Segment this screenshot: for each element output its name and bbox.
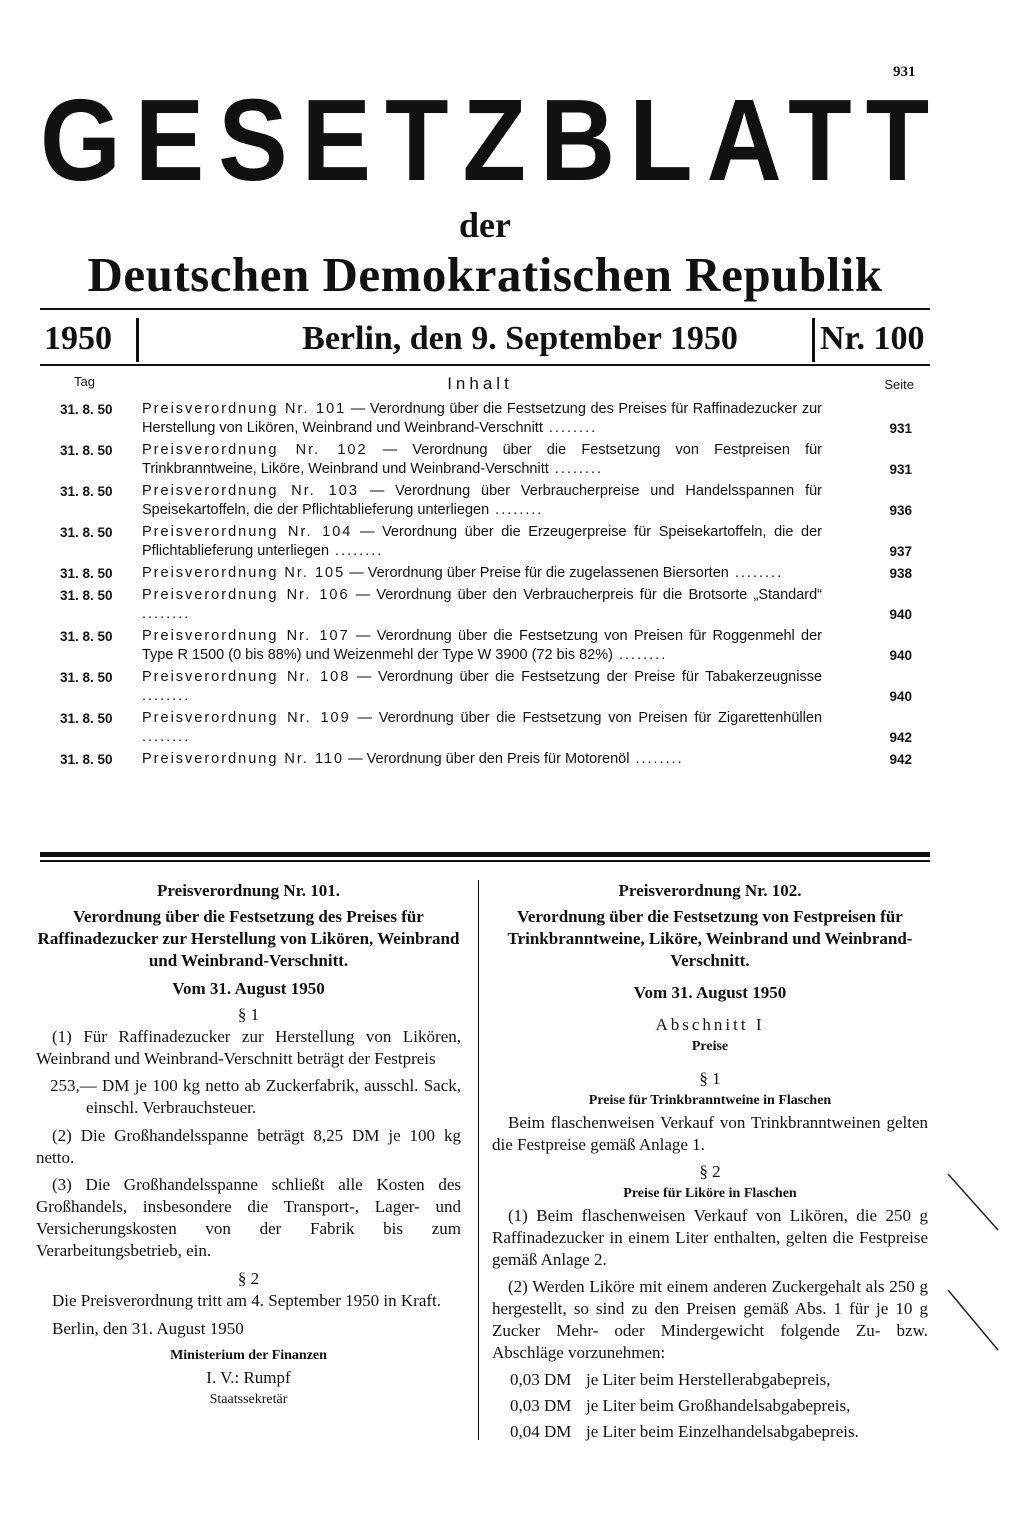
toc-entry-date: 31. 8. 50 xyxy=(60,443,113,458)
toc-entry-text xyxy=(142,750,822,769)
toc-rule xyxy=(40,860,930,862)
toc-leader-dots: ........ xyxy=(142,688,191,704)
header-rule-bottom xyxy=(40,364,930,366)
toc-entry xyxy=(40,668,920,706)
issue-divider xyxy=(136,318,139,362)
paragraph-title: Preise für Liköre in Flaschen xyxy=(623,1186,797,1201)
header-rule-top xyxy=(40,308,930,310)
toc-entry-page: 940 xyxy=(889,607,912,622)
price-line: 253,— DM je 100 kg netto ab Zuckerfabrik, ausschl. Sack, einschl. Verbrauchsteuer. xyxy=(50,1076,461,1117)
paragraph: (1) Beim flaschenweisen Verkauf von Likören, die 250 g Raffinadezucker in einem Liter enthalten, gelten die Festpreise gemäß Anlage 2. xyxy=(492,1206,928,1269)
paragraph: (1) Für Raffinadezucker zur Herstellung von Likören, Weinbrand und Weinbrand-Verschnitt beträgt der Festpreis xyxy=(36,1027,461,1068)
table-of-contents xyxy=(40,400,920,772)
ordinance-date: Vom 31. August 1950 xyxy=(633,983,787,1002)
toc-entry-text xyxy=(142,586,822,624)
ordinance-date: Vom 31. August 1950 xyxy=(172,979,325,998)
toc-entry-page: 938 xyxy=(889,566,912,581)
toc-entry-ordinance: Preisverordnung Nr. 105 xyxy=(142,565,346,581)
issue-year: 1950 xyxy=(44,320,112,357)
rate-line xyxy=(492,1369,928,1391)
toc-entry-page: 936 xyxy=(889,503,912,518)
section-sign: § 2 xyxy=(699,1162,721,1181)
ministry: Ministerium der Finanzen xyxy=(170,1348,327,1363)
toc-entry xyxy=(40,709,920,747)
ordinance-subheading: Verordnung über die Festsetzung von Festpreisen für Trinkbranntweine, Liköre, Weinbrand und Weinbrand-Verschnitt. xyxy=(507,907,913,970)
toc-entry-ordinance: Preisverordnung Nr. 104 xyxy=(142,524,353,540)
toc-leader-dots: ........ xyxy=(329,543,384,559)
toc-entry-ordinance: Preisverordnung Nr. 108 xyxy=(142,669,351,685)
toc-leader-dots: ........ xyxy=(142,606,191,622)
toc-entry-date: 31. 8. 50 xyxy=(60,484,113,499)
toc-entry-title: — Verordnung über die Festsetzung des Preises für Raffinadezucker zur Herstellung von Likören, Weinbrand und Weinbrand-Verschnitt xyxy=(142,401,823,436)
toc-entry xyxy=(40,482,920,520)
ordinance-heading: Preisverordnung Nr. 101. xyxy=(157,881,340,900)
toc-col-day: Tag xyxy=(74,374,95,389)
rate-amount: 0,04 DM xyxy=(510,1422,572,1441)
toc-entry-date: 31. 8. 50 xyxy=(60,566,113,581)
toc-entry xyxy=(40,627,920,665)
toc-rule xyxy=(40,852,930,857)
toc-entry-ordinance: Preisverordnung Nr. 110 xyxy=(142,751,345,767)
toc-leader-dots: ........ xyxy=(542,420,598,436)
toc-entry-text xyxy=(142,668,822,706)
ordinance-102 xyxy=(492,880,928,1447)
ordinance-heading: Preisverordnung Nr. 102. xyxy=(618,881,802,900)
rate-line xyxy=(492,1421,928,1443)
toc-entry-title: — Verordnung über die Festsetzung von Preisen für Zigarettenhüllen xyxy=(350,710,823,726)
toc-entry-text xyxy=(142,523,822,561)
toc-entry-text xyxy=(142,400,822,438)
toc-entry-ordinance: Preisverordnung Nr. 109 xyxy=(142,710,351,726)
toc-entry xyxy=(40,564,920,583)
column-divider xyxy=(478,880,479,1440)
rate-list xyxy=(492,1369,928,1443)
toc-leader-dots: ........ xyxy=(629,751,684,767)
paragraph: Die Preisverordnung tritt am 4. September 1950 in Kraft. xyxy=(52,1291,442,1310)
toc-entry-page: 937 xyxy=(889,544,912,559)
toc-entry-text xyxy=(142,627,822,665)
signer-title: Staatssekretär xyxy=(209,1392,288,1407)
toc-entry-title: — Verordnung über Preise für die zugelassenen Biersorten xyxy=(345,565,729,581)
toc-entry-title: — Verordnung über Verbraucherpreise und Handelsspannen für Speisekartoffeln, die der Pflichtablieferung unterliegen xyxy=(142,483,823,518)
toc-leader-dots: ........ xyxy=(548,461,604,477)
rate-text: je Liter beim Einzelhandelsabgabepreis. xyxy=(586,1422,859,1441)
toc-entry-title: — Verordnung über die Festsetzung von Preisen für Roggenmehl der Type R 1500 (0 bis 88%) und Weizenmehl der Type W 3900 (72 bis 82%) xyxy=(142,628,823,663)
toc-entry-page: 931 xyxy=(889,462,912,477)
section-heading: Abschnitt I xyxy=(655,1015,765,1034)
toc-entry-date: 31. 8. 50 xyxy=(60,752,113,767)
toc-leader-dots: ........ xyxy=(489,502,544,518)
toc-entry-date: 31. 8. 50 xyxy=(60,402,113,417)
toc-entry-title: — Verordnung über den Preis für Motorenöl xyxy=(344,751,630,767)
masthead-title: GESETZBLATT xyxy=(40,75,944,206)
paragraph: Beim flaschenweisen Verkauf von Trinkbranntweinen gelten die Festpreise gemäß Anlage 1. xyxy=(492,1113,928,1154)
toc-entry-page: 940 xyxy=(889,689,912,704)
paragraph: (2) Die Großhandelsspanne beträgt 8,25 DM je 100 kg netto. xyxy=(36,1126,461,1167)
toc-entry-ordinance: Preisverordnung Nr. 101 xyxy=(142,401,347,417)
toc-leader-dots: ........ xyxy=(142,729,191,745)
toc-entry xyxy=(40,523,920,561)
toc-entry-title: — Verordnung über die Festsetzung von Festpreisen für Trinkbranntweine, Liköre, Weinbrand und Weinbrand-Verschnitt xyxy=(142,442,822,477)
paragraph-title: Preise für Trinkbranntweine in Flaschen xyxy=(588,1093,832,1108)
toc-entry-text xyxy=(142,564,822,583)
toc-leader-dots: ........ xyxy=(612,647,668,663)
toc-entry-page: 942 xyxy=(889,730,912,745)
toc-entry-page: 931 xyxy=(889,421,912,436)
paragraph: (2) Werden Liköre mit einem anderen Zuckergehalt als 250 g hergestellt, so sind zu den Preisen gemäß Abs. 1 für je 10 g Zucker Mehr- oder Mindergewicht folgende Zu- bzw. Abschläge vorzunehmen: xyxy=(492,1277,928,1362)
paragraph: (3) Die Großhandelsspanne schließt alle Kosten des Großhandels, insbesondere die Transport-, Lager- und Versicherungskosten von der Fabrik bis zum Verarbeitungsbetrieb, ein. xyxy=(36,1175,461,1260)
toc-entry-title: — Verordnung über die Erzeugerpreise für Speisekartoffeln, die der Pflichtablieferung unterliegen xyxy=(142,524,822,559)
issue-bar xyxy=(40,318,930,362)
toc-entry-ordinance: Preisverordnung Nr. 102 xyxy=(142,442,368,458)
toc-entry-date: 31. 8. 50 xyxy=(60,588,113,603)
issue-divider xyxy=(812,318,815,362)
toc-entry xyxy=(40,400,920,438)
rate-text: je Liter beim Großhandelsabgabepreis, xyxy=(586,1396,851,1415)
toc-col-content: Inhalt xyxy=(447,374,513,393)
toc-entry-text xyxy=(142,709,822,747)
toc-header xyxy=(40,374,920,394)
ordinance-101 xyxy=(36,880,461,1411)
page-number: 931 xyxy=(893,64,916,80)
toc-entry-date: 31. 8. 50 xyxy=(60,525,113,540)
signer: I. V.: Rumpf xyxy=(206,1368,291,1387)
toc-entry-date: 31. 8. 50 xyxy=(60,711,113,726)
issue-date: Berlin, den 9. September 1950 xyxy=(302,320,738,357)
toc-entry-title: — Verordnung über die Festsetzung der Preise für Tabakerzeugnisse xyxy=(350,669,823,685)
ordinance-subheading: Verordnung über die Festsetzung des Preises für Raffinadezucker zur Herstellung von Likören, Weinbrand und Weinbrand-Verschnitt. xyxy=(37,907,460,970)
place-date: Berlin, den 31. August 1950 xyxy=(52,1319,244,1338)
masthead-der: der xyxy=(459,205,511,245)
toc-entry-date: 31. 8. 50 xyxy=(60,629,113,644)
toc-entry-text xyxy=(142,482,822,520)
section-sign: § 2 xyxy=(237,1269,260,1288)
toc-entry-page: 942 xyxy=(889,752,912,767)
margin-pencil-mark xyxy=(944,1170,1004,1430)
rate-amount: 0,03 DM xyxy=(510,1370,572,1389)
issue-number: Nr. 100 xyxy=(820,320,925,357)
toc-entry-text xyxy=(142,441,822,479)
toc-entry xyxy=(40,750,920,769)
toc-entry xyxy=(40,586,920,624)
section-title: Preise xyxy=(691,1039,729,1054)
toc-entry-ordinance: Preisverordnung Nr. 103 xyxy=(142,483,359,499)
toc-leader-dots: ........ xyxy=(728,565,784,581)
toc-entry-ordinance: Preisverordnung Nr. 107 xyxy=(142,628,350,644)
toc-entry-title: — Verordnung über den Verbraucherpreis für die Brotsorte „Standard“ xyxy=(349,587,823,603)
toc-entry-date: 31. 8. 50 xyxy=(60,670,113,685)
rate-line xyxy=(492,1395,928,1417)
toc-col-page: Seite xyxy=(884,377,914,392)
rate-text: je Liter beim Herstellerabgabepreis, xyxy=(586,1370,831,1389)
toc-entry-page: 940 xyxy=(889,648,912,663)
toc-entry-ordinance: Preisverordnung Nr. 106 xyxy=(142,587,350,603)
rate-amount: 0,03 DM xyxy=(510,1396,572,1415)
section-sign: § 1 xyxy=(237,1005,260,1024)
masthead-republic: Deutschen Demokratischen Republik xyxy=(87,247,883,302)
section-sign: § 1 xyxy=(699,1069,721,1088)
toc-entry xyxy=(40,441,920,479)
